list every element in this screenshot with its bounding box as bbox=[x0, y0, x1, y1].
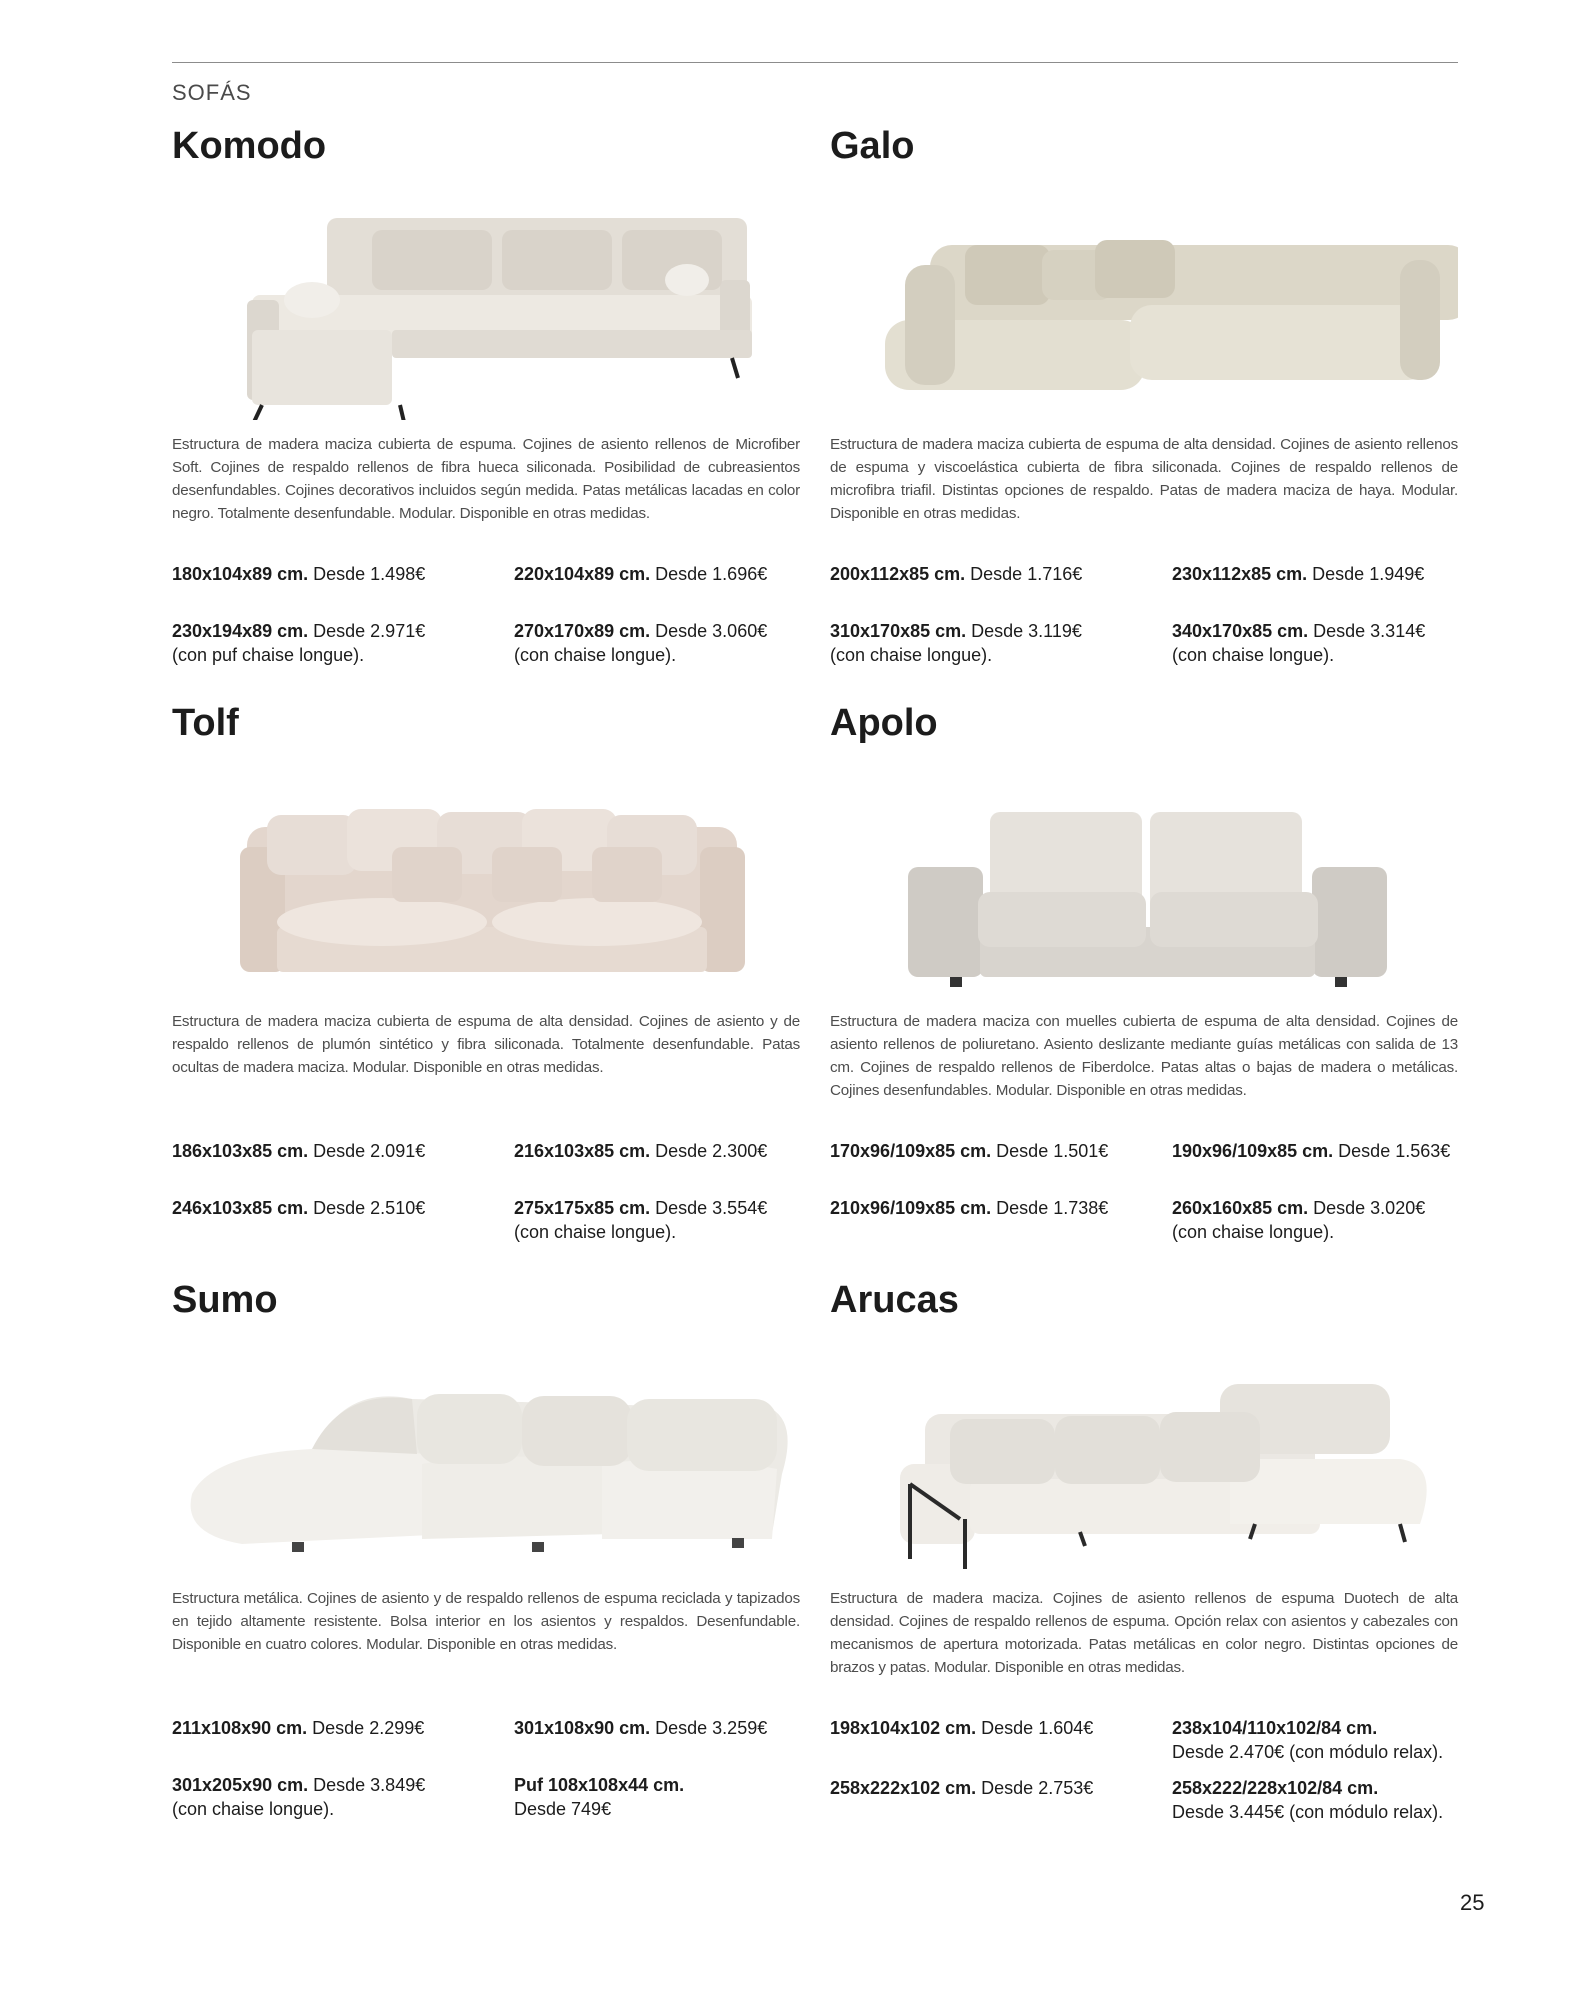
product-sumo bbox=[172, 1234, 800, 1819]
price-dimensions: 170x96/109x85 cm. bbox=[830, 1141, 992, 1161]
page-number: 25 bbox=[1460, 1890, 1485, 1915]
product-description: Estructura de madera maciza cubierta de espuma de alta densidad. Cojines de asiento y de respaldo rellenos de plumón sintético y fibra siliconada. Totalmente desenfundable. Patas ocultas de madera maciza. Modular. Disponible en otras medidas. bbox=[172, 1013, 800, 1076]
price-value: Desde 1.696€ bbox=[655, 564, 768, 584]
price-dimensions: Puf 108x108x44 cm. bbox=[514, 1775, 685, 1795]
price-dimensions: 260x160x85 cm. bbox=[1172, 1198, 1309, 1218]
price-dimensions: 186x103x85 cm. bbox=[172, 1141, 309, 1161]
product-arucas bbox=[830, 1234, 1458, 1822]
price-dimensions: 258x222/228x102/84 cm. bbox=[1172, 1778, 1379, 1798]
price-dimensions: 301x108x90 cm. bbox=[514, 1718, 651, 1738]
sofa-image-tolf bbox=[172, 767, 800, 997]
price-value: Desde 1.949€ bbox=[1312, 564, 1425, 584]
product-description: Estructura metálica. Cojines de asiento y de respaldo rellenos de espuma reciclada y tapizados en tejido altamente resistente. Bolsa interior en los asientos y respaldos. Desenfundable. Disponible en cuatro colores. Modular. Disponible en otras medidas. bbox=[172, 1590, 800, 1653]
price-note: Desde 2.470€ (con módulo relax). bbox=[1172, 1742, 1444, 1762]
price-value: Desde 3.060€ bbox=[655, 621, 768, 641]
product-name: Galo bbox=[830, 125, 915, 167]
price-item bbox=[172, 1773, 492, 1821]
price-dimensions: 220x104x89 cm. bbox=[514, 564, 651, 584]
price-value: Desde 2.300€ bbox=[655, 1141, 768, 1161]
price-dimensions: 200x112x85 cm. bbox=[830, 564, 966, 584]
sofa-image-galo bbox=[830, 190, 1458, 420]
price-note: (con chaise longue). bbox=[514, 645, 677, 665]
price-item bbox=[830, 1716, 1150, 1740]
price-value: Desde 3.259€ bbox=[655, 1718, 768, 1738]
price-value: Desde 3.314€ bbox=[1313, 621, 1426, 641]
price-value: Desde 3.554€ bbox=[655, 1198, 768, 1218]
price-note: (con chaise longue). bbox=[1172, 1222, 1335, 1242]
product-name: Sumo bbox=[172, 1279, 278, 1321]
price-dimensions: 216x103x85 cm. bbox=[514, 1141, 651, 1161]
product-komodo bbox=[172, 80, 800, 665]
product-name: Apolo bbox=[830, 702, 938, 744]
price-dimensions: 246x103x85 cm. bbox=[172, 1198, 309, 1218]
price-dimensions: 301x205x90 cm. bbox=[172, 1775, 309, 1795]
price-item bbox=[1172, 1776, 1492, 1824]
price-dimensions: 198x104x102 cm. bbox=[830, 1718, 977, 1738]
product-name: Komodo bbox=[172, 125, 327, 167]
price-note: Desde 3.445€ (con módulo relax). bbox=[1172, 1802, 1444, 1822]
price-item bbox=[172, 562, 492, 586]
price-dimensions: 210x96/109x85 cm. bbox=[830, 1198, 992, 1218]
price-item bbox=[172, 1139, 492, 1163]
product-name: Tolf bbox=[172, 702, 239, 744]
price-note: (con chaise longue). bbox=[514, 1222, 677, 1242]
sofa-image-komodo bbox=[172, 190, 800, 420]
price-item bbox=[514, 562, 834, 586]
price-item bbox=[172, 1196, 492, 1220]
price-value: Desde 3.119€ bbox=[971, 621, 1082, 641]
price-value: Desde 1.501€ bbox=[996, 1141, 1109, 1161]
price-dimensions: 230x112x85 cm. bbox=[1172, 564, 1308, 584]
price-value: Desde 2.753€ bbox=[981, 1778, 1094, 1798]
price-note: (con chaise longue). bbox=[830, 645, 993, 665]
price-item bbox=[830, 1139, 1150, 1163]
price-item bbox=[830, 1776, 1150, 1800]
price-note: (con chaise longue). bbox=[1172, 645, 1335, 665]
price-item bbox=[514, 1139, 834, 1163]
price-dimensions: 211x108x90 cm. bbox=[172, 1718, 308, 1738]
header-rule bbox=[172, 62, 1458, 63]
price-dimensions: 238x104/110x102/84 cm. bbox=[1172, 1718, 1378, 1738]
product-description: Estructura de madera maciza con muelles cubierta de espuma de alta densidad. Cojines de asiento rellenos de poliuretano. Asiento deslizante mediante guías metálicas con salida de 13 cm. Cojines de respaldo rellenos de Fiberdolce. Patas altas o bajas de madera o metálicas. Cojines desenfundables. Modular. Disponible en otras medidas. bbox=[830, 1013, 1458, 1099]
product-tolf bbox=[172, 657, 800, 1242]
sofa-image-apolo bbox=[830, 767, 1458, 997]
product-description: Estructura de madera maciza cubierta de espuma de alta densidad. Cojines de asiento rellenos de espuma y viscoelástica cubierta de fibra siliconada. Cojines de respaldo rellenos de microfibra triafil. Distintas opciones de respaldo. Patas de madera maciza de haya. Modular. Disponible en otras medidas. bbox=[830, 436, 1458, 522]
price-dimensions: 180x104x89 cm. bbox=[172, 564, 309, 584]
product-description: Estructura de madera maciza cubierta de espuma. Cojines de asiento rellenos de Microfiber Soft. Cojines de respaldo rellenos de fibra hueca siliconada. Posibilidad de cubreasientos desenfundables. Cojines decorativos incluidos según medida. Patas metálicas lacadas en color negro. Totalmente desenfundable. Modular. Disponible en otras medidas. bbox=[172, 436, 800, 522]
product-galo bbox=[830, 80, 1458, 665]
price-dimensions: 190x96/109x85 cm. bbox=[1172, 1141, 1334, 1161]
price-value: Desde 2.971€ bbox=[313, 621, 426, 641]
price-value: Desde 1.604€ bbox=[981, 1718, 1094, 1738]
price-item bbox=[1172, 1716, 1492, 1764]
price-dimensions: 340x170x85 cm. bbox=[1172, 621, 1309, 641]
price-item bbox=[172, 1716, 492, 1740]
sofa-image-sumo bbox=[172, 1344, 800, 1574]
product-apolo bbox=[830, 657, 1458, 1242]
price-value: Desde 1.716€ bbox=[970, 564, 1083, 584]
price-item bbox=[514, 1716, 834, 1740]
section-title: SOFÁS bbox=[172, 80, 252, 105]
sofa-image-arucas bbox=[830, 1344, 1458, 1574]
price-value: Desde 3.849€ bbox=[313, 1775, 426, 1795]
product-description: Estructura de madera maciza. Cojines de asiento rellenos de espuma Duotech de alta densidad. Cojines de respaldo rellenos de espuma. Opción relax con asientos y cabezales con mecanismos de apertura motorizada. Patas metálicas en color negro. Distintas opciones de brazos y patas. Modular. Disponible en otras medidas. bbox=[830, 1590, 1458, 1676]
price-value: Desde 2.091€ bbox=[313, 1141, 426, 1161]
price-value: Desde 1.498€ bbox=[313, 564, 426, 584]
price-dimensions: 310x170x85 cm. bbox=[830, 621, 967, 641]
product-name: Arucas bbox=[830, 1279, 959, 1321]
price-item bbox=[514, 1773, 834, 1821]
price-item bbox=[1172, 562, 1492, 586]
price-value: Desde 2.299€ bbox=[312, 1718, 425, 1738]
price-dimensions: 258x222x102 cm. bbox=[830, 1778, 977, 1798]
price-dimensions: 270x170x89 cm. bbox=[514, 621, 651, 641]
price-value: Desde 2.510€ bbox=[313, 1198, 426, 1218]
price-note: (con puf chaise longue). bbox=[172, 645, 365, 665]
price-value: Desde 3.020€ bbox=[1313, 1198, 1426, 1218]
price-item bbox=[830, 1196, 1150, 1220]
price-dimensions: 230x194x89 cm. bbox=[172, 621, 309, 641]
price-note: (con chaise longue). bbox=[172, 1799, 335, 1819]
price-dimensions: 275x175x85 cm. bbox=[514, 1198, 651, 1218]
price-item bbox=[1172, 1139, 1492, 1163]
price-item bbox=[830, 562, 1150, 586]
price-value: Desde 1.563€ bbox=[1338, 1141, 1451, 1161]
price-value: Desde 1.738€ bbox=[996, 1198, 1109, 1218]
price-note: Desde 749€ bbox=[514, 1799, 612, 1819]
